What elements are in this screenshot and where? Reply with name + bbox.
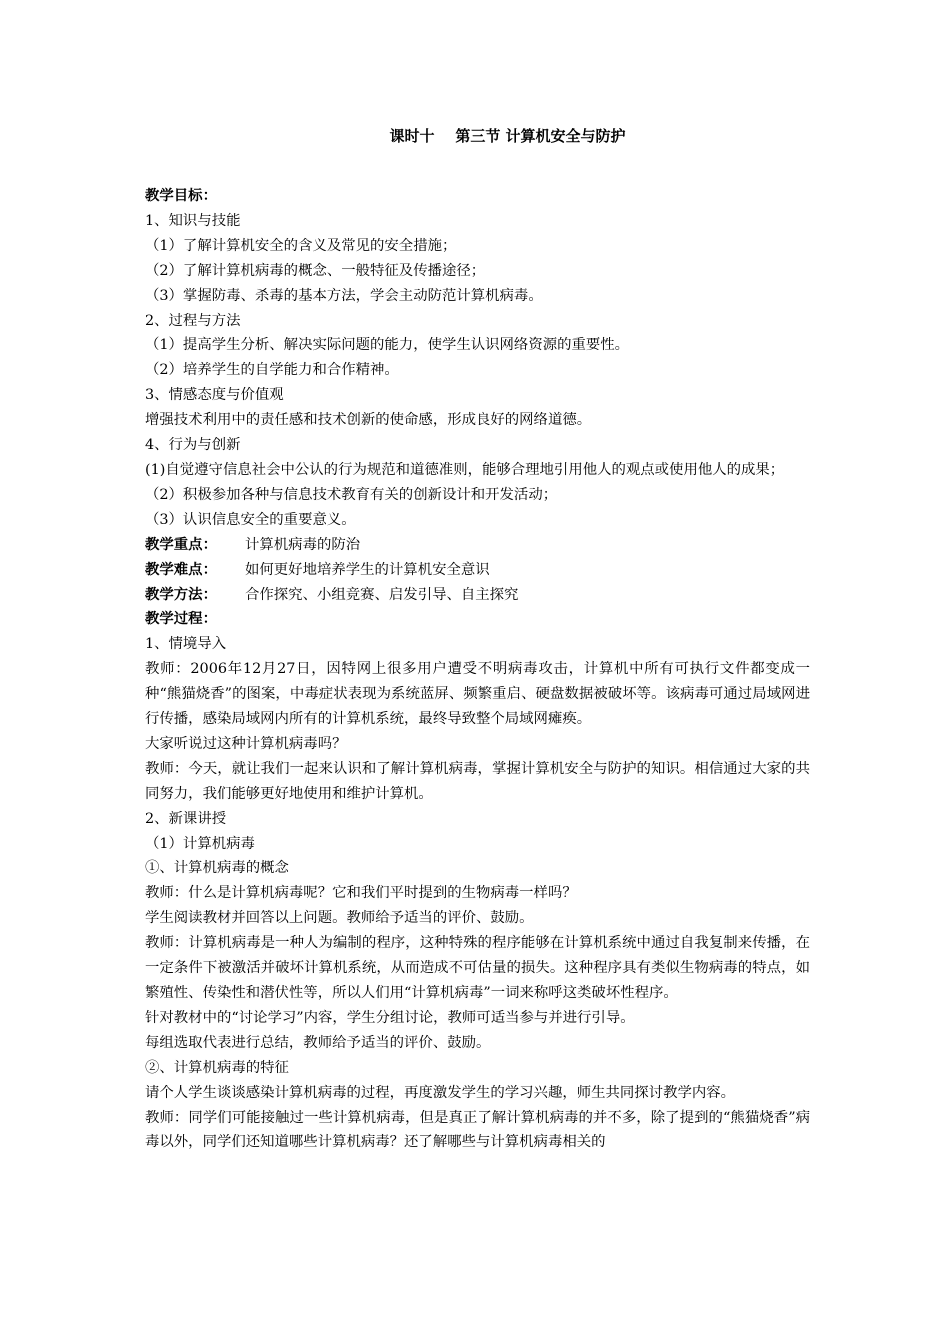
- objective-2-item: （1）提高学生分析、解决实际问题的能力，使学生认识网络资源的重要性。: [145, 337, 630, 354]
- difficulty-label: 教学难点：: [145, 560, 217, 578]
- concept-heading: ①、计算机病毒的概念: [145, 860, 289, 877]
- objective-2-item: （2）培养学生的自学能力和合作精神。: [145, 362, 399, 379]
- summary-text: 每组选取代表进行总结，教师给予适当的评价、鼓励。: [145, 1034, 491, 1051]
- discussion-text: 针对教材中的“讨论学习”内容，学生分组讨论，教师可适当参与并进行引导。: [145, 1009, 635, 1026]
- concept-definition: 教师：计算机病毒是一种人为编制的程序，这种特殊的程序能够在计算机系统中通过自我复制来传播，在一定条件下被激活并破坏计算机系统，从而造成不可估量的损失。这种程序具有类似生物病毒的特点，如繁殖性、传染性和潜伏性等，所以人们用“计算机病毒”一词来称呼这类破坏性程序。: [145, 935, 810, 1001]
- objective-4-item: (1)自觉遵守信息社会中公认的行为规范和道德准则，能够合理地引用他人的观点或使用他人的成果；: [145, 461, 785, 478]
- process-2-heading: 2、新课讲授: [145, 810, 227, 827]
- spacer: [145, 146, 810, 184]
- difficulty-row: [145, 558, 810, 583]
- process-1-paragraph: 教师：今天，就让我们一起来认识和了解计算机病毒，掌握计算机安全与防护的知识。相信通过大家的共同努力，我们能够更好地使用和维护计算机。: [145, 760, 810, 802]
- method-value: 合作探究、小组竞赛、启发引导、自主探究: [245, 586, 519, 603]
- objective-3-text: 增强技术利用中的责任感和技术创新的使命感，形成良好的网络道德。: [145, 412, 592, 429]
- process-2-subheading: （1）计算机病毒: [145, 835, 255, 852]
- objective-3-heading: 3、情感态度与价值观: [145, 387, 284, 404]
- concept-reading: 学生阅读教材并回答以上问题。教师给予适当的评价、鼓励。: [145, 910, 534, 927]
- process-1-question: 大家听说过这种计算机病毒吗？: [145, 735, 347, 752]
- method-row: [145, 583, 810, 608]
- method-label: 教学方法：: [145, 585, 217, 603]
- document-page: [145, 118, 810, 1155]
- key-point-row: [145, 533, 810, 558]
- concept-question: 教师：什么是计算机病毒呢？它和我们平时提到的生物病毒一样吗？: [145, 885, 577, 902]
- difficulty-value: 如何更好地培养学生的计算机安全意识: [245, 561, 490, 578]
- feature-intro: 请个人学生谈谈感染计算机病毒的过程，再度激发学生的学习兴趣，师生共同探讨教学内容。: [145, 1084, 736, 1101]
- objective-1-item: （3）掌握防毒、杀毒的基本方法，学会主动防范计算机病毒。: [145, 287, 543, 304]
- objective-1-item: （2）了解计算机病毒的概念、一般特征及传播途径；: [145, 262, 486, 279]
- feature-teacher-text: 教师：同学们可能接触过一些计算机病毒，但是真正了解计算机病毒的并不多，除了提到的“熊猫烧香”病毒以外，同学们还知道哪些计算机病毒？还了解哪些与计算机病毒相关的: [145, 1109, 810, 1151]
- objective-1-heading: 1、知识与技能: [145, 212, 241, 229]
- process-heading: 教学过程：: [145, 610, 217, 628]
- feature-heading: ②、计算机病毒的特征: [145, 1059, 289, 1076]
- objective-4-heading: 4、行为与创新: [145, 437, 241, 454]
- key-point-value: 计算机病毒的防治: [245, 536, 361, 553]
- process-1-paragraph: 教师：2006年12月27日，因特网上很多用户遭受不明病毒攻击，计算机中所有可执行文件都变成一种“熊猫烧香”的图案，中毒症状表现为系统蓝屏、频繁重启、硬盘数据被破坏等。该病毒可通过局域网进行传播，感染局域网内所有的计算机系统，最终导致整个局域网瘫痪。: [145, 661, 810, 728]
- key-point-label: 教学重点：: [145, 535, 217, 553]
- objectives-heading: 教学目标：: [145, 187, 217, 204]
- process-1-heading: 1、情境导入: [145, 636, 227, 653]
- objective-4-item: （2）积极参加各种与信息技术教育有关的创新设计和开发活动；: [145, 486, 558, 503]
- objective-2-heading: 2、过程与方法: [145, 312, 241, 329]
- objective-1-item: （1）了解计算机安全的含义及常见的安全措施；: [145, 237, 457, 254]
- document-title: 课时十 第三节 计算机安全与防护: [389, 127, 626, 145]
- objective-4-item: （3）认识信息安全的重要意义。: [145, 511, 356, 528]
